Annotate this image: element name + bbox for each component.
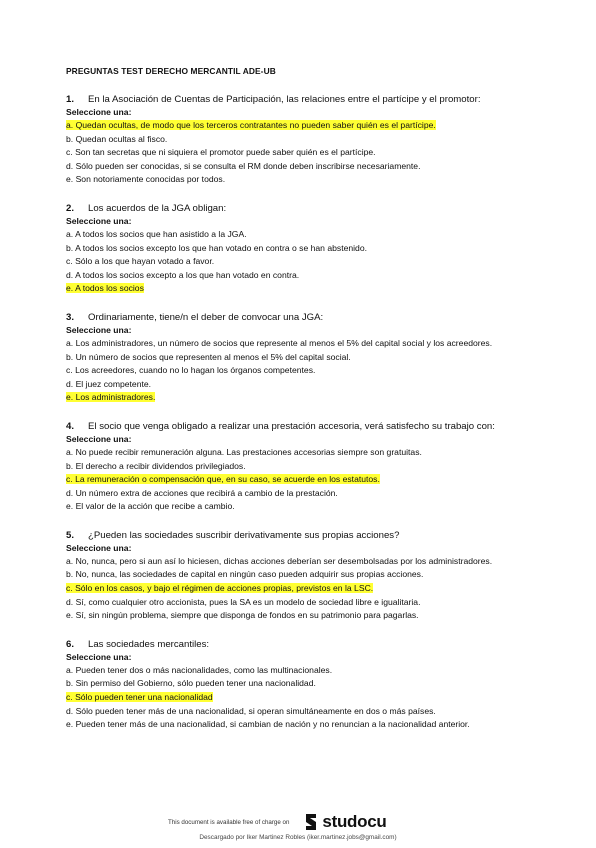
answer-option-b — [66, 351, 540, 365]
answer-option-a — [66, 228, 540, 242]
option-letter: c. — [66, 365, 73, 376]
question-number: 2. — [66, 202, 75, 214]
document-page — [66, 66, 540, 747]
download-credit: Descargado por Iker Martinez Robles (iker.martinez.jobs@gmail.com) — [199, 834, 397, 841]
studocu-logo[interactable] — [303, 812, 386, 832]
select-one-label: Seleccione una: — [66, 324, 132, 335]
question-number: 5. — [66, 529, 75, 541]
question-text: En la Asociación de Cuentas de Participación, las relaciones entre el partícipe y el promotor: — [88, 94, 481, 105]
question-text: Ordinariamente, tiene/n el deber de convocar una JGA: — [88, 311, 324, 323]
question-heading — [66, 311, 540, 324]
question-number: 3. — [66, 311, 75, 323]
answer-option-e — [66, 500, 540, 514]
highlighted-answer — [66, 392, 155, 402]
question-text: Las sociedades mercantiles: — [88, 638, 210, 650]
option-text: Un número extra de acciones que recibirá a cambio de la prestación. — [75, 487, 338, 498]
answer-text — [66, 161, 420, 171]
answer-option-a — [66, 555, 540, 569]
option-letter: d. — [66, 160, 74, 171]
highlighted-answer — [66, 583, 373, 593]
option-letter: a. — [66, 228, 74, 239]
answer-option-d — [66, 705, 540, 719]
question-2 — [66, 202, 540, 296]
option-letter: b. — [66, 242, 74, 253]
answer-option-d — [66, 269, 540, 283]
answer-text — [66, 352, 351, 362]
option-letter: a. — [66, 664, 74, 675]
option-text: Sólo pueden tener una nacionalidad — [75, 692, 213, 703]
answer-text — [66, 719, 470, 729]
question-list — [66, 93, 540, 732]
option-letter: a. — [66, 446, 74, 457]
answer-text — [66, 665, 332, 675]
answer-text — [66, 569, 423, 579]
option-text: El juez competente. — [75, 378, 152, 389]
option-text: No, nunca, pero si aun así lo hiciesen, dichas acciones deberían ser desembolsadas por los administradores. — [75, 555, 493, 566]
option-text: La remuneración o compensación que, en su caso, se acuerde en los estatutos. — [75, 474, 380, 485]
answer-text — [66, 270, 299, 280]
option-text: Sólo a los que hayan votado a favor. — [75, 256, 215, 267]
option-text: Son tan secretas que ni siquiera el promotor puede saber quién es el partícipe. — [75, 147, 376, 158]
question-3 — [66, 311, 540, 405]
question-text: Los acuerdos de la JGA obligan: — [88, 202, 227, 214]
answer-text — [66, 610, 419, 620]
answer-option-b — [66, 133, 540, 147]
answer-option-c — [66, 255, 540, 269]
option-letter: d. — [66, 269, 74, 280]
option-text: Son notoriamente conocidas por todos. — [75, 174, 226, 185]
answer-option-d — [66, 160, 540, 174]
option-text: Sí, como cualquier otro accionista, pues la SA es un modelo de sociedad libre e igualitaria. — [75, 596, 421, 607]
question-text: ¿Pueden las sociedades suscribir derivativamente sus propias acciones? — [88, 529, 400, 541]
answer-option-e — [66, 282, 540, 296]
availability-note: This document is available free of charge on — [168, 818, 290, 826]
question-6 — [66, 638, 540, 732]
answer-option-d — [66, 487, 540, 501]
answer-text — [66, 174, 225, 184]
highlighted-answer — [66, 692, 213, 702]
option-letter: d. — [66, 596, 74, 607]
answer-option-a — [66, 446, 540, 460]
option-text: Pueden tener más de una nacionalidad, si cambian de nación y no renuncian a la nacionalidad anterior. — [75, 719, 470, 730]
studocu-logo-icon — [303, 813, 319, 831]
option-text: A todos los socios — [75, 283, 144, 294]
option-letter: e. — [66, 501, 74, 512]
option-text: Sí, sin ningún problema, siempre que disponga de fondos en su patrimonio para pagarlas. — [75, 610, 419, 621]
answer-option-d — [66, 378, 540, 392]
option-letter: d. — [66, 705, 74, 716]
question-heading — [66, 420, 540, 433]
option-text: Quedan ocultas, de modo que los terceros contratantes no pueden saber quién es el partícipe. — [75, 120, 436, 130]
answer-text — [66, 501, 235, 511]
option-letter: a. — [66, 555, 74, 566]
option-letter: c. — [66, 692, 73, 703]
select-one-label: Seleccione una: — [66, 215, 132, 226]
select-one-label: Seleccione una: — [66, 107, 132, 117]
highlighted-answer — [66, 120, 436, 130]
option-letter: e. — [66, 392, 74, 403]
option-text: El valor de la acción que recibe a cambio. — [75, 501, 235, 512]
answer-option-b — [66, 242, 540, 256]
answer-option-c — [66, 691, 540, 705]
option-letter: e. — [66, 174, 74, 185]
option-letter: b. — [66, 460, 74, 471]
answer-text — [66, 229, 247, 239]
studocu-footer — [168, 812, 468, 832]
option-letter: a. — [66, 120, 74, 130]
answer-text — [66, 461, 246, 471]
option-letter: b. — [66, 678, 74, 689]
answer-option-b — [66, 568, 540, 582]
answer-option-a — [66, 664, 540, 678]
answer-option-d — [66, 596, 540, 610]
option-text: Sin permiso del Gobierno, sólo pueden tener una nacionalidad. — [75, 678, 316, 689]
answer-text — [66, 134, 167, 144]
option-letter: e. — [66, 719, 74, 730]
option-letter: c. — [66, 583, 73, 594]
question-5 — [66, 529, 540, 623]
option-text: Quedan ocultas al fisco. — [75, 133, 168, 144]
answer-option-b — [66, 460, 540, 474]
answer-option-c — [66, 582, 540, 596]
select-one-label: Seleccione una: — [66, 433, 132, 444]
question-1 — [66, 93, 540, 187]
page-title: PREGUNTAS TEST DERECHO MERCANTIL ADE-UB — [66, 66, 276, 76]
studocu-brand: studocu — [322, 812, 387, 831]
answer-option-e — [66, 173, 540, 187]
answer-option-a — [66, 337, 540, 351]
answer-text — [66, 365, 315, 375]
question-heading — [66, 202, 540, 215]
answer-option-e — [66, 609, 540, 623]
option-text: A todos los socios excepto los que han votado en contra o se han abstenido. — [75, 242, 368, 253]
option-letter: b. — [66, 569, 74, 580]
option-text: Pueden tener dos o más nacionalidades, como las multinacionales. — [75, 664, 333, 675]
answer-option-e — [66, 391, 540, 405]
question-number: 4. — [66, 420, 75, 432]
option-letter: e. — [66, 283, 74, 294]
answer-text — [66, 147, 376, 157]
answer-option-c — [66, 473, 540, 487]
answer-text — [66, 243, 367, 253]
answer-text — [66, 706, 436, 716]
option-letter: d. — [66, 487, 74, 498]
option-letter: b. — [66, 351, 74, 362]
answer-option-c — [66, 364, 540, 378]
option-text: El derecho a recibir dividendos privilegiados. — [75, 460, 246, 471]
option-letter: a. — [66, 337, 74, 348]
answer-text — [66, 678, 316, 688]
question-number: 6. — [66, 638, 75, 650]
answer-text — [66, 488, 338, 498]
question-heading — [66, 93, 540, 106]
select-one-label: Seleccione una: — [66, 542, 132, 553]
option-text: Los administradores. — [75, 392, 156, 403]
answer-text — [66, 379, 151, 389]
select-one-label: Seleccione una: — [66, 651, 132, 662]
answer-option-a — [66, 119, 540, 133]
question-text: El socio que venga obligado a realizar una prestación accesoria, verá satisfecho su trabajo con: — [88, 420, 495, 432]
highlighted-answer — [66, 283, 144, 293]
answer-option-b — [66, 677, 540, 691]
answer-text — [66, 256, 214, 266]
option-text: Sólo pueden ser conocidas, si se consulta el RM donde deben inscribirse necesariamente. — [75, 160, 421, 171]
highlighted-answer — [66, 474, 380, 484]
answer-text — [66, 597, 420, 607]
option-text: No, nunca, las sociedades de capital en ningún caso pueden adquirir sus propias acciones. — [75, 569, 424, 580]
option-text: Sólo en los casos, y bajo el régimen de acciones propias, previstos en la LSC. — [75, 583, 374, 594]
option-letter: c. — [66, 256, 73, 267]
option-letter: c. — [66, 147, 73, 158]
question-heading — [66, 638, 540, 651]
option-letter: b. — [66, 133, 74, 144]
question-4 — [66, 420, 540, 514]
answer-option-e — [66, 718, 540, 732]
answer-option-c — [66, 146, 540, 160]
option-text: Un número de socios que representen al menos el 5% del capital social. — [75, 351, 351, 362]
option-text: A todos los socios que han asistido a la JGA. — [75, 228, 247, 239]
answer-text — [66, 447, 422, 457]
option-text: Sólo pueden tener más de una nacionalidad, si operan simultáneamente en dos o más países. — [75, 705, 436, 716]
option-letter: e. — [66, 610, 74, 621]
option-text: Los acreedores, cuando no lo hagan los órganos competentes. — [75, 365, 316, 376]
question-number: 1. — [66, 94, 75, 105]
option-text: A todos los socios excepto a los que han votado en contra. — [75, 269, 300, 280]
answer-text — [66, 556, 492, 566]
question-heading — [66, 529, 540, 542]
option-letter: d. — [66, 378, 74, 389]
option-text: No puede recibir remuneración alguna. Las prestaciones accesorias siempre son gratuitas. — [75, 446, 422, 457]
option-letter: c. — [66, 474, 73, 485]
answer-text — [66, 338, 492, 348]
option-text: Los administradores, un número de socios que represente al menos el 5% del capital social y los acreedores. — [75, 337, 493, 348]
